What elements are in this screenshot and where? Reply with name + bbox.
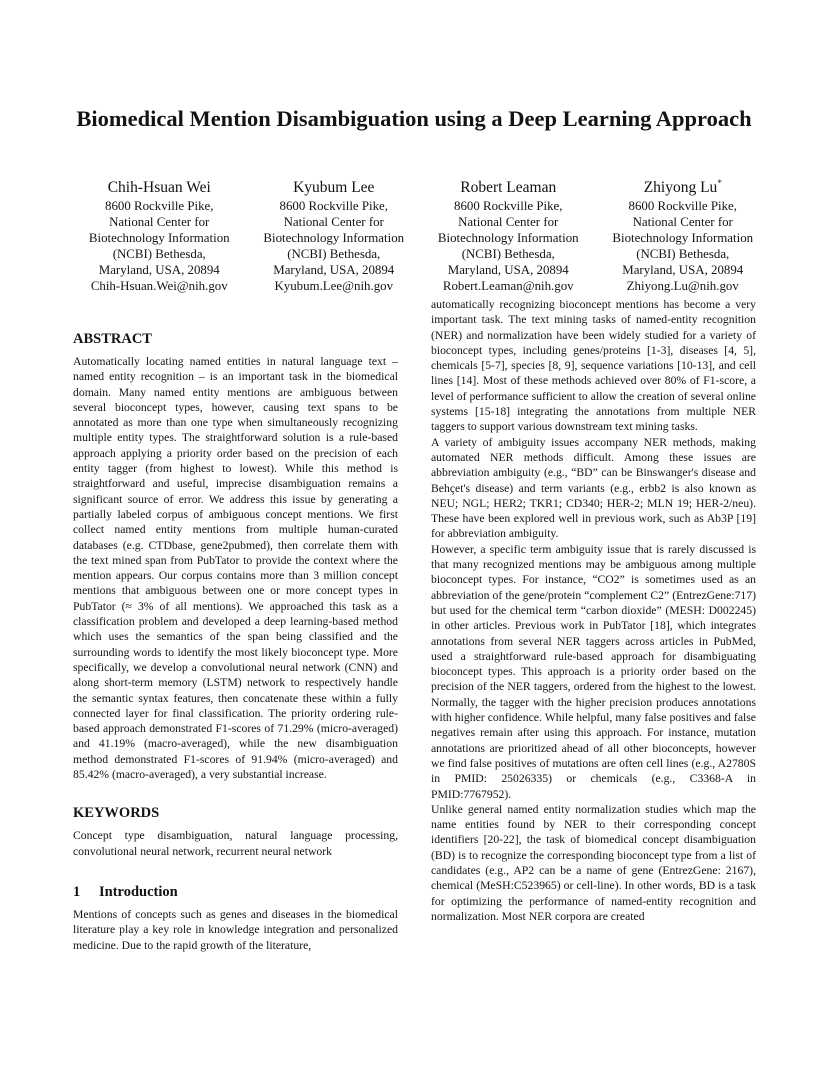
section-number: 1: [73, 883, 81, 900]
author-address-line: (NCBI) Bethesda,: [287, 246, 381, 261]
author-name: Kyubum Lee: [293, 179, 375, 197]
author-address-line: 8600 Rockville Pike,: [628, 199, 737, 214]
author-email: Robert.Leaman@nih.gov: [442, 278, 574, 293]
author-address-line: Maryland, USA, 20894: [447, 262, 569, 277]
author-address-line: National Center for: [109, 215, 210, 230]
abstract-heading: ABSTRACT: [73, 331, 152, 347]
author-1: [72, 174, 247, 295]
paper-title: Biomedical Mention Disambiguation using a Deep Learning Approach: [76, 106, 752, 131]
author-address-line: National Center for: [283, 215, 384, 230]
author-address-line: Biotechnology Information: [88, 230, 230, 245]
left-column: [73, 330, 398, 953]
keywords-heading: KEYWORDS: [73, 805, 160, 822]
author-name: Robert Leaman: [460, 179, 557, 197]
author-4: [596, 174, 771, 295]
author-address-line: 8600 Rockville Pike,: [454, 199, 563, 214]
author-3: [421, 174, 596, 295]
introduction-heading: [73, 883, 398, 901]
body-paragraph: Unlike general named entity normalization studies which map the name entities found by NER to their corresponding concept identifiers [20-22], the task of biomedical concept disambiguation (BD) is to recognize the corresponding bioconcept type from a list of candidates (e.g., AP2 can be a name of gene (EntrezGene: 2167), chemical (MeSH:C523965) or cell-line). In other words, BD is a task for optimizing the performance of named-entity recognition and normalization. Most NER corpora are created: [431, 802, 756, 923]
author-address-line: 8600 Rockville Pike,: [279, 199, 388, 214]
author-address-line: 8600 Rockville Pike,: [105, 199, 214, 214]
author-address-line: National Center for: [632, 215, 733, 230]
author-email: Zhiyong.Lu@nih.gov: [626, 278, 739, 293]
author-address-line: (NCBI) Bethesda,: [461, 246, 555, 261]
author-address-line: Biotechnology Information: [263, 230, 405, 245]
author-block: [72, 174, 770, 295]
body-paragraph: However, a specific term ambiguity issue that is rarely discussed is that many recognized mentions may be ambiguous among multiple bioconcept types. For instance, “CO2” is sometimes used as an abbreviation of the gene/protein “complement C2” (EntrezGene:717) but used for the chemical term “carbon dioxide” (MESH: D002245) in other articles. Previous work in PubTator [18], which integrates annotations from several NER taggers across articles in PubMed, used a straightforward rule-based approach for disambiguating bioconcept types. This approach is a priority order based on the precision of the NER taggers, ordered from the highest to the lowest. Normally, the tagger with the higher precision produces annotations with higher confidence. While helpful, many false positives and false negatives remain after using this approach. For instance, mutation annotations are prioritized ahead of all other bioconcepts, however we find false positives of mutations are often cell lines (e.g., A2780S in PMID: 25026335) or chemicals (e.g., C3368-A in PMID:7767952).: [431, 542, 756, 801]
introduction-text: Mentions of concepts such as genes and diseases in the biomedical literature play a key role in knowledge integration and personalized medicine. Due to the rapid growth of the literature,: [73, 907, 398, 952]
author-address-line: Biotechnology Information: [612, 230, 754, 245]
author-address-line: National Center for: [458, 215, 559, 230]
author-email: Chih-Hsuan.Wei@nih.gov: [90, 278, 228, 293]
author-address-line: (NCBI) Bethesda,: [636, 246, 730, 261]
author-address-line: Maryland, USA, 20894: [622, 262, 744, 277]
corresponding-author-mark: *: [717, 178, 722, 188]
abstract-text: Automatically locating named entities in natural language text – named entity recognition – is an important task in the biomedical domain. Many named entity mentions are ambiguous between several bioconcept types, however, causing text spans to be annotated as more than one type when simultaneously recognizing multiple entity types. The straightforward solution is a rule-based approach applying a priority order based on the precision of each entity tagger (from highest to lowest). While this method is straightforward and useful, imprecise disambiguation remains a significant source of error. We address this issue by generating a partially labeled corpus of ambiguous concept mentions. We first collect named entity mentions from multiple human-curated databases (e.g. CTDbase, gene2pubmed), then correlate them with the text mined span from PubTator to provide the context where the mention appears. Our corpus contains more than 3 million concept mentions that ambiguous between one or more concept types in PubTator (≈ 3% of all mentions). We approached this task as a classification problem and developed a deep learning-based method which uses the semantics of the span being classified and the surrounding words to identify the most likely bioconcept type. More specifically, we develop a convolutional neural network (CNN) and along short-term memory (LSTM) network to respectively handle the semantic syntax features, then concatenate these within a fully connected layer for final classification. The priority ordering rule-based approach demonstrated F1-scores of 71.29% (micro-averaged) and 41.19% (macro-averaged), while the new disambiguation method demonstrated F1-scores of 91.94% (micro-averaged) and 85.42% (macro-averaged), a very substantial increase.: [73, 355, 398, 782]
right-column: [431, 297, 756, 924]
body-paragraph: A variety of ambiguity issues accompany NER methods, making automated NER methods difficult. Among these issues are abbreviation ambiguity (e.g., “BD” can be Binswanger's disease and Behçet's disease) and term variants (e.g., erbb2 is also known as NEU; NGL; HER2; TKR1; CD340; HER-2; MLN 19; HER-2/neu). These have been explored well in previous work, such as Ab3P [19] for abbreviation ambiguity.: [431, 435, 756, 541]
body-paragraph: automatically recognizing bioconcept mentions has become a very important task. The text mining tasks of named-entity recognition (NER) and normalization have been widely studied for a variety of bioconcept types, including genes/proteins [1-3], diseases [4, 5], chemicals [5-7], species [8, 9], sequence variations [10-13], and cell lines [14]. Most of these methods achieved over 80% of F1-score, a level of performance sufficient to allow the creation of several online systems [15-18] integrating the annotations from multiple NER taggers to support various downstream text mining tasks.: [431, 298, 756, 434]
author-address-line: (NCBI) Bethesda,: [112, 246, 206, 261]
author-name: Chih-Hsuan Wei: [107, 179, 211, 197]
author-name: Zhiyong Lu*: [643, 178, 722, 197]
author-email: Kyubum.Lee@nih.gov: [274, 278, 394, 293]
author-address-line: Biotechnology Information: [437, 230, 579, 245]
author-address-line: Maryland, USA, 20894: [98, 262, 220, 277]
author-2: [247, 174, 422, 295]
keywords-text: Concept type disambiguation, natural language processing, convolutional neural network, recurrent neural network: [73, 829, 398, 858]
author-address-line: Maryland, USA, 20894: [273, 262, 395, 277]
section-title: Introduction: [99, 883, 178, 900]
